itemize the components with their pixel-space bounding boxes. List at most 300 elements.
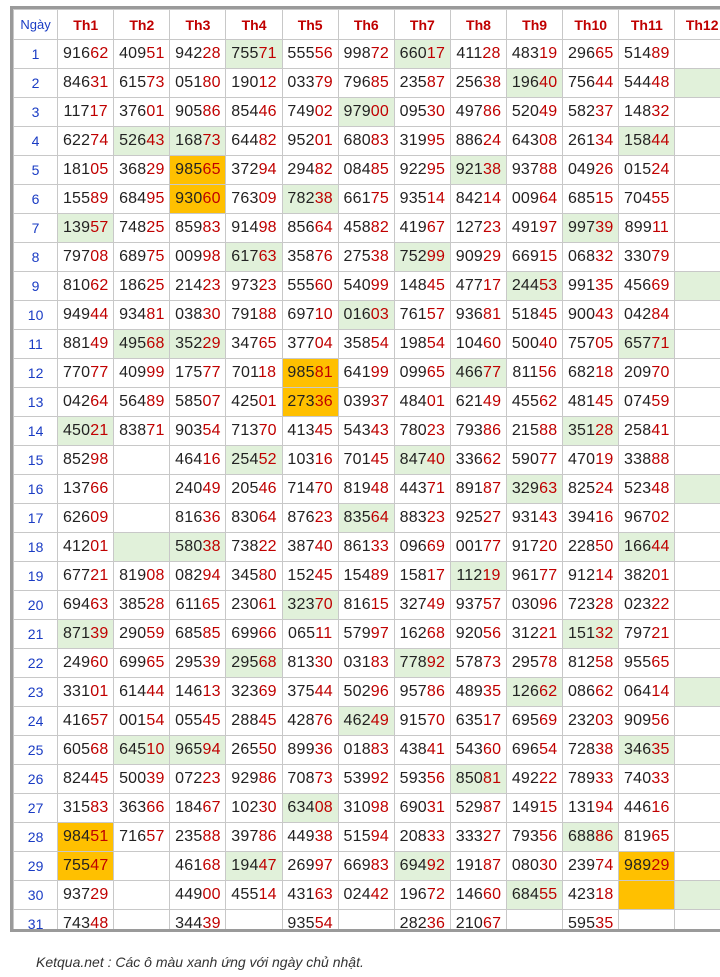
result-cell <box>58 417 114 446</box>
table-row <box>14 272 720 301</box>
result-value: 34439 <box>175 915 221 932</box>
result-cell <box>226 736 282 765</box>
result-value: 51489 <box>624 45 670 62</box>
result-value: 81636 <box>175 509 221 526</box>
result-cell <box>338 649 394 678</box>
result-cell <box>563 388 619 417</box>
result-value: 93060 <box>175 190 221 207</box>
result-cell <box>58 678 114 707</box>
result-cell <box>282 272 338 301</box>
table-row <box>14 910 720 933</box>
result-value: 15817 <box>399 567 446 584</box>
day-number: 1 <box>14 40 58 69</box>
result-value: 26550 <box>231 741 277 758</box>
result-cell <box>507 562 563 591</box>
result-cell <box>226 214 282 243</box>
result-cell <box>58 127 114 156</box>
day-number: 17 <box>14 504 58 533</box>
result-value: 83564 <box>343 509 389 526</box>
day-number: 25 <box>14 736 58 765</box>
result-cell <box>450 910 506 933</box>
result-value: 64482 <box>231 132 277 149</box>
result-value: 42318 <box>567 886 614 903</box>
table-row <box>14 446 720 475</box>
result-cell <box>338 591 394 620</box>
result-value: 75299 <box>399 248 446 265</box>
result-cell <box>58 562 114 591</box>
result-cell <box>619 823 675 852</box>
result-value: 50039 <box>119 770 165 787</box>
result-value: 85081 <box>455 770 502 787</box>
result-cell <box>675 475 720 504</box>
result-value: 67721 <box>62 567 109 584</box>
day-number: 3 <box>14 98 58 127</box>
result-cell <box>282 69 338 98</box>
result-cell <box>338 562 394 591</box>
result-value: 41967 <box>399 219 446 236</box>
result-cell <box>675 446 720 475</box>
day-number: 9 <box>14 272 58 301</box>
result-cell <box>619 591 675 620</box>
result-cell <box>226 301 282 330</box>
result-cell <box>563 736 619 765</box>
result-cell <box>563 127 619 156</box>
result-value: 06832 <box>567 248 614 265</box>
footer-note: Ketqua.net : Các ô màu xanh ứng với ngày chủ nhật. <box>36 954 364 970</box>
result-value: 69569 <box>511 712 558 729</box>
result-cell <box>58 40 114 69</box>
result-cell <box>338 707 394 736</box>
result-value: 81908 <box>119 567 165 584</box>
result-cell <box>507 591 563 620</box>
result-cell <box>563 272 619 301</box>
result-cell <box>170 562 226 591</box>
result-value: 32963 <box>511 480 558 497</box>
result-cell <box>394 475 450 504</box>
result-value: 34580 <box>231 567 277 584</box>
result-value: 64308 <box>511 132 558 149</box>
result-value: 99135 <box>567 277 614 294</box>
result-value: 89911 <box>624 219 669 236</box>
result-cell <box>170 69 226 98</box>
result-value: 68218 <box>567 364 614 381</box>
result-cell <box>394 417 450 446</box>
result-cell <box>170 156 226 185</box>
result-cell <box>394 272 450 301</box>
result-value: 11717 <box>63 103 108 120</box>
result-cell <box>226 678 282 707</box>
result-value: 92056 <box>455 625 502 642</box>
result-value: 55556 <box>287 45 333 62</box>
result-value: 48935 <box>455 683 502 700</box>
result-value: 24960 <box>62 654 109 671</box>
result-cell <box>226 388 282 417</box>
result-value: 55560 <box>287 277 333 294</box>
month-header: Th11 <box>619 10 675 40</box>
result-value: 23061 <box>231 596 277 613</box>
result-cell <box>226 243 282 272</box>
result-value: 14832 <box>624 103 670 120</box>
table-row <box>14 765 720 794</box>
result-cell <box>338 185 394 214</box>
result-cell <box>226 40 282 69</box>
result-value: 95786 <box>399 683 446 700</box>
result-value: 61444 <box>119 683 165 700</box>
result-cell <box>619 214 675 243</box>
result-value: 90586 <box>175 103 221 120</box>
result-cell <box>394 620 450 649</box>
table-row <box>14 852 720 881</box>
result-value: 58237 <box>567 103 614 120</box>
result-cell <box>170 736 226 765</box>
result-cell <box>338 765 394 794</box>
result-cell <box>170 475 226 504</box>
result-value: 32749 <box>399 596 446 613</box>
result-value: 14613 <box>175 683 221 700</box>
result-cell <box>114 388 170 417</box>
result-value: 70145 <box>343 451 389 468</box>
result-cell <box>394 127 450 156</box>
result-cell <box>338 620 394 649</box>
result-value: 12662 <box>511 683 558 700</box>
result-cell <box>450 620 506 649</box>
result-value: 84740 <box>399 451 446 468</box>
result-cell <box>282 359 338 388</box>
table-row <box>14 40 720 69</box>
result-cell <box>675 214 720 243</box>
result-value: 19640 <box>511 74 558 91</box>
result-value: 50296 <box>343 683 389 700</box>
result-cell <box>338 533 394 562</box>
result-value: 62149 <box>455 393 502 410</box>
result-cell <box>282 185 338 214</box>
result-value: 75571 <box>231 45 277 62</box>
month-header: Th6 <box>338 10 394 40</box>
result-value: 79721 <box>624 625 670 642</box>
result-cell <box>282 533 338 562</box>
result-cell <box>394 243 450 272</box>
result-value: 01603 <box>343 306 389 323</box>
result-cell <box>675 417 720 446</box>
result-cell <box>450 736 506 765</box>
month-header: Th8 <box>450 10 506 40</box>
result-value: 15589 <box>62 190 109 207</box>
day-number: 12 <box>14 359 58 388</box>
result-cell <box>114 98 170 127</box>
result-value: 95201 <box>287 132 333 149</box>
result-cell <box>170 301 226 330</box>
result-cell <box>563 707 619 736</box>
result-value: 92295 <box>399 161 446 178</box>
result-cell <box>282 446 338 475</box>
result-cell <box>282 301 338 330</box>
result-value: 63408 <box>287 799 333 816</box>
result-cell <box>507 678 563 707</box>
result-cell <box>450 272 506 301</box>
result-value: 19012 <box>231 74 277 91</box>
result-cell <box>114 591 170 620</box>
result-cell <box>114 504 170 533</box>
result-value: 61573 <box>119 74 165 91</box>
day-number: 26 <box>14 765 58 794</box>
result-cell <box>619 417 675 446</box>
result-value: 98929 <box>624 857 670 874</box>
result-cell <box>507 910 563 933</box>
result-value: 48401 <box>399 393 446 410</box>
result-cell <box>338 446 394 475</box>
result-value: 77892 <box>399 654 446 671</box>
result-value: 22850 <box>567 538 614 555</box>
month-header: Th4 <box>226 10 282 40</box>
result-cell <box>114 301 170 330</box>
result-cell <box>619 794 675 823</box>
result-cell <box>170 765 226 794</box>
result-value: 10230 <box>231 799 277 816</box>
result-value: 81615 <box>343 596 389 613</box>
result-cell <box>450 649 506 678</box>
result-cell <box>114 185 170 214</box>
result-value: 44938 <box>287 828 333 845</box>
result-cell <box>507 388 563 417</box>
result-value: 83064 <box>231 509 277 526</box>
result-value: 06414 <box>624 683 670 700</box>
result-value: 21423 <box>175 277 221 294</box>
result-cell <box>563 330 619 359</box>
result-cell <box>675 823 720 852</box>
result-value: 21067 <box>455 915 502 932</box>
result-value: 00964 <box>511 190 558 207</box>
result-cell <box>58 272 114 301</box>
result-cell <box>282 736 338 765</box>
result-cell <box>170 417 226 446</box>
result-value: 07459 <box>624 393 670 410</box>
result-cell <box>450 243 506 272</box>
result-cell <box>394 678 450 707</box>
result-value: 33327 <box>455 828 502 845</box>
result-cell <box>170 620 226 649</box>
result-cell <box>114 910 170 933</box>
result-cell <box>507 504 563 533</box>
result-cell <box>619 649 675 678</box>
result-cell <box>226 504 282 533</box>
result-cell <box>58 823 114 852</box>
result-value: 38201 <box>624 567 670 584</box>
result-cell <box>58 881 114 910</box>
result-cell <box>338 504 394 533</box>
result-cell <box>450 156 506 185</box>
result-value: 69031 <box>399 799 446 816</box>
result-cell <box>114 649 170 678</box>
month-header: Th1 <box>58 10 114 40</box>
result-cell <box>450 69 506 98</box>
result-cell <box>675 881 720 910</box>
result-cell <box>282 765 338 794</box>
result-cell <box>619 881 675 910</box>
result-cell <box>619 562 675 591</box>
result-value: 75644 <box>567 74 614 91</box>
result-value: 78933 <box>567 770 614 787</box>
result-cell <box>675 185 720 214</box>
result-cell <box>563 98 619 127</box>
day-number: 2 <box>14 69 58 98</box>
result-value: 79356 <box>511 828 558 845</box>
result-value: 19187 <box>455 857 502 874</box>
result-value: 83871 <box>119 422 165 439</box>
result-cell <box>563 591 619 620</box>
day-number: 27 <box>14 794 58 823</box>
result-cell <box>226 881 282 910</box>
result-cell <box>114 127 170 156</box>
result-value: 54099 <box>343 277 389 294</box>
result-cell <box>170 910 226 933</box>
result-value: 81156 <box>512 364 557 381</box>
result-cell <box>394 330 450 359</box>
result-cell <box>114 736 170 765</box>
result-cell <box>338 127 394 156</box>
result-value: 98581 <box>287 364 333 381</box>
result-cell <box>114 562 170 591</box>
result-cell <box>114 272 170 301</box>
result-value: 49786 <box>455 103 502 120</box>
result-cell <box>282 214 338 243</box>
day-number: 23 <box>14 678 58 707</box>
result-cell <box>563 69 619 98</box>
result-value: 81062 <box>62 277 109 294</box>
result-value: 06511 <box>287 625 333 642</box>
result-value: 35229 <box>175 335 221 352</box>
result-cell <box>114 214 170 243</box>
table-row <box>14 736 720 765</box>
result-cell <box>58 794 114 823</box>
result-value: 68886 <box>567 828 614 845</box>
result-cell <box>114 678 170 707</box>
result-value: 69654 <box>511 741 558 758</box>
lottery-results-table <box>13 9 720 932</box>
month-header: Th9 <box>507 10 563 40</box>
result-cell <box>619 707 675 736</box>
result-cell <box>675 794 720 823</box>
result-cell <box>619 330 675 359</box>
result-cell <box>282 127 338 156</box>
result-value: 23588 <box>175 828 221 845</box>
result-cell <box>563 214 619 243</box>
result-cell <box>282 678 338 707</box>
result-value: 02322 <box>624 596 670 613</box>
result-value: 15844 <box>624 132 670 149</box>
result-cell <box>507 620 563 649</box>
result-value: 72838 <box>567 741 614 758</box>
month-header: Th7 <box>394 10 450 40</box>
table-row <box>14 881 720 910</box>
result-cell <box>450 707 506 736</box>
result-value: 89936 <box>287 741 333 758</box>
result-value: 74348 <box>62 915 109 932</box>
result-cell <box>282 417 338 446</box>
result-cell <box>450 852 506 881</box>
result-cell <box>675 388 720 417</box>
result-value: 49197 <box>511 219 558 236</box>
result-value: 87139 <box>62 625 109 642</box>
result-value: 01883 <box>343 741 389 758</box>
result-cell <box>619 446 675 475</box>
result-cell <box>507 214 563 243</box>
table-row <box>14 243 720 272</box>
result-value: 19672 <box>399 886 446 903</box>
result-cell <box>563 649 619 678</box>
result-value: 74902 <box>287 103 333 120</box>
result-value: 96177 <box>511 567 558 584</box>
result-value: 24049 <box>175 480 221 497</box>
day-number: 10 <box>14 301 58 330</box>
result-cell <box>282 649 338 678</box>
result-cell <box>563 881 619 910</box>
result-value: 32369 <box>231 683 277 700</box>
result-cell <box>282 156 338 185</box>
day-number: 18 <box>14 533 58 562</box>
result-value: 15132 <box>567 625 614 642</box>
result-cell <box>394 562 450 591</box>
result-value: 93143 <box>511 509 558 526</box>
result-cell <box>563 243 619 272</box>
result-value: 29539 <box>175 654 221 671</box>
day-column-header: Ngày <box>14 10 58 40</box>
result-value: 00177 <box>455 538 502 555</box>
result-value: 45021 <box>62 422 109 439</box>
results-body <box>14 40 720 933</box>
result-value: 03379 <box>287 74 333 91</box>
result-cell <box>675 301 720 330</box>
result-cell <box>563 475 619 504</box>
result-value: 09965 <box>399 364 446 381</box>
result-value: 95565 <box>624 654 670 671</box>
result-cell <box>226 330 282 359</box>
day-number: 29 <box>14 852 58 881</box>
result-cell <box>114 69 170 98</box>
result-cell <box>563 794 619 823</box>
result-cell <box>619 98 675 127</box>
result-cell <box>507 359 563 388</box>
result-cell <box>675 620 720 649</box>
result-value: 81258 <box>567 654 614 671</box>
table-row <box>14 185 720 214</box>
result-value: 97900 <box>343 103 389 120</box>
result-value: 91720 <box>511 538 558 555</box>
result-cell <box>170 243 226 272</box>
result-value: 43163 <box>287 886 333 903</box>
result-cell <box>282 591 338 620</box>
result-value: 13766 <box>62 480 109 497</box>
result-value: 41201 <box>62 538 109 555</box>
result-value: 66175 <box>343 190 389 207</box>
result-cell <box>675 765 720 794</box>
result-value: 29578 <box>511 654 558 671</box>
result-cell <box>338 243 394 272</box>
result-cell <box>450 823 506 852</box>
table-row <box>14 156 720 185</box>
result-value: 63517 <box>455 712 502 729</box>
result-cell <box>507 794 563 823</box>
result-value: 29665 <box>567 45 614 62</box>
result-value: 92986 <box>231 770 277 787</box>
result-cell <box>507 823 563 852</box>
result-value: 54360 <box>455 741 502 758</box>
result-value: 66017 <box>399 45 446 62</box>
result-cell <box>58 446 114 475</box>
result-cell <box>450 475 506 504</box>
day-number: 30 <box>14 881 58 910</box>
result-cell <box>282 794 338 823</box>
result-value: 81965 <box>624 828 670 845</box>
